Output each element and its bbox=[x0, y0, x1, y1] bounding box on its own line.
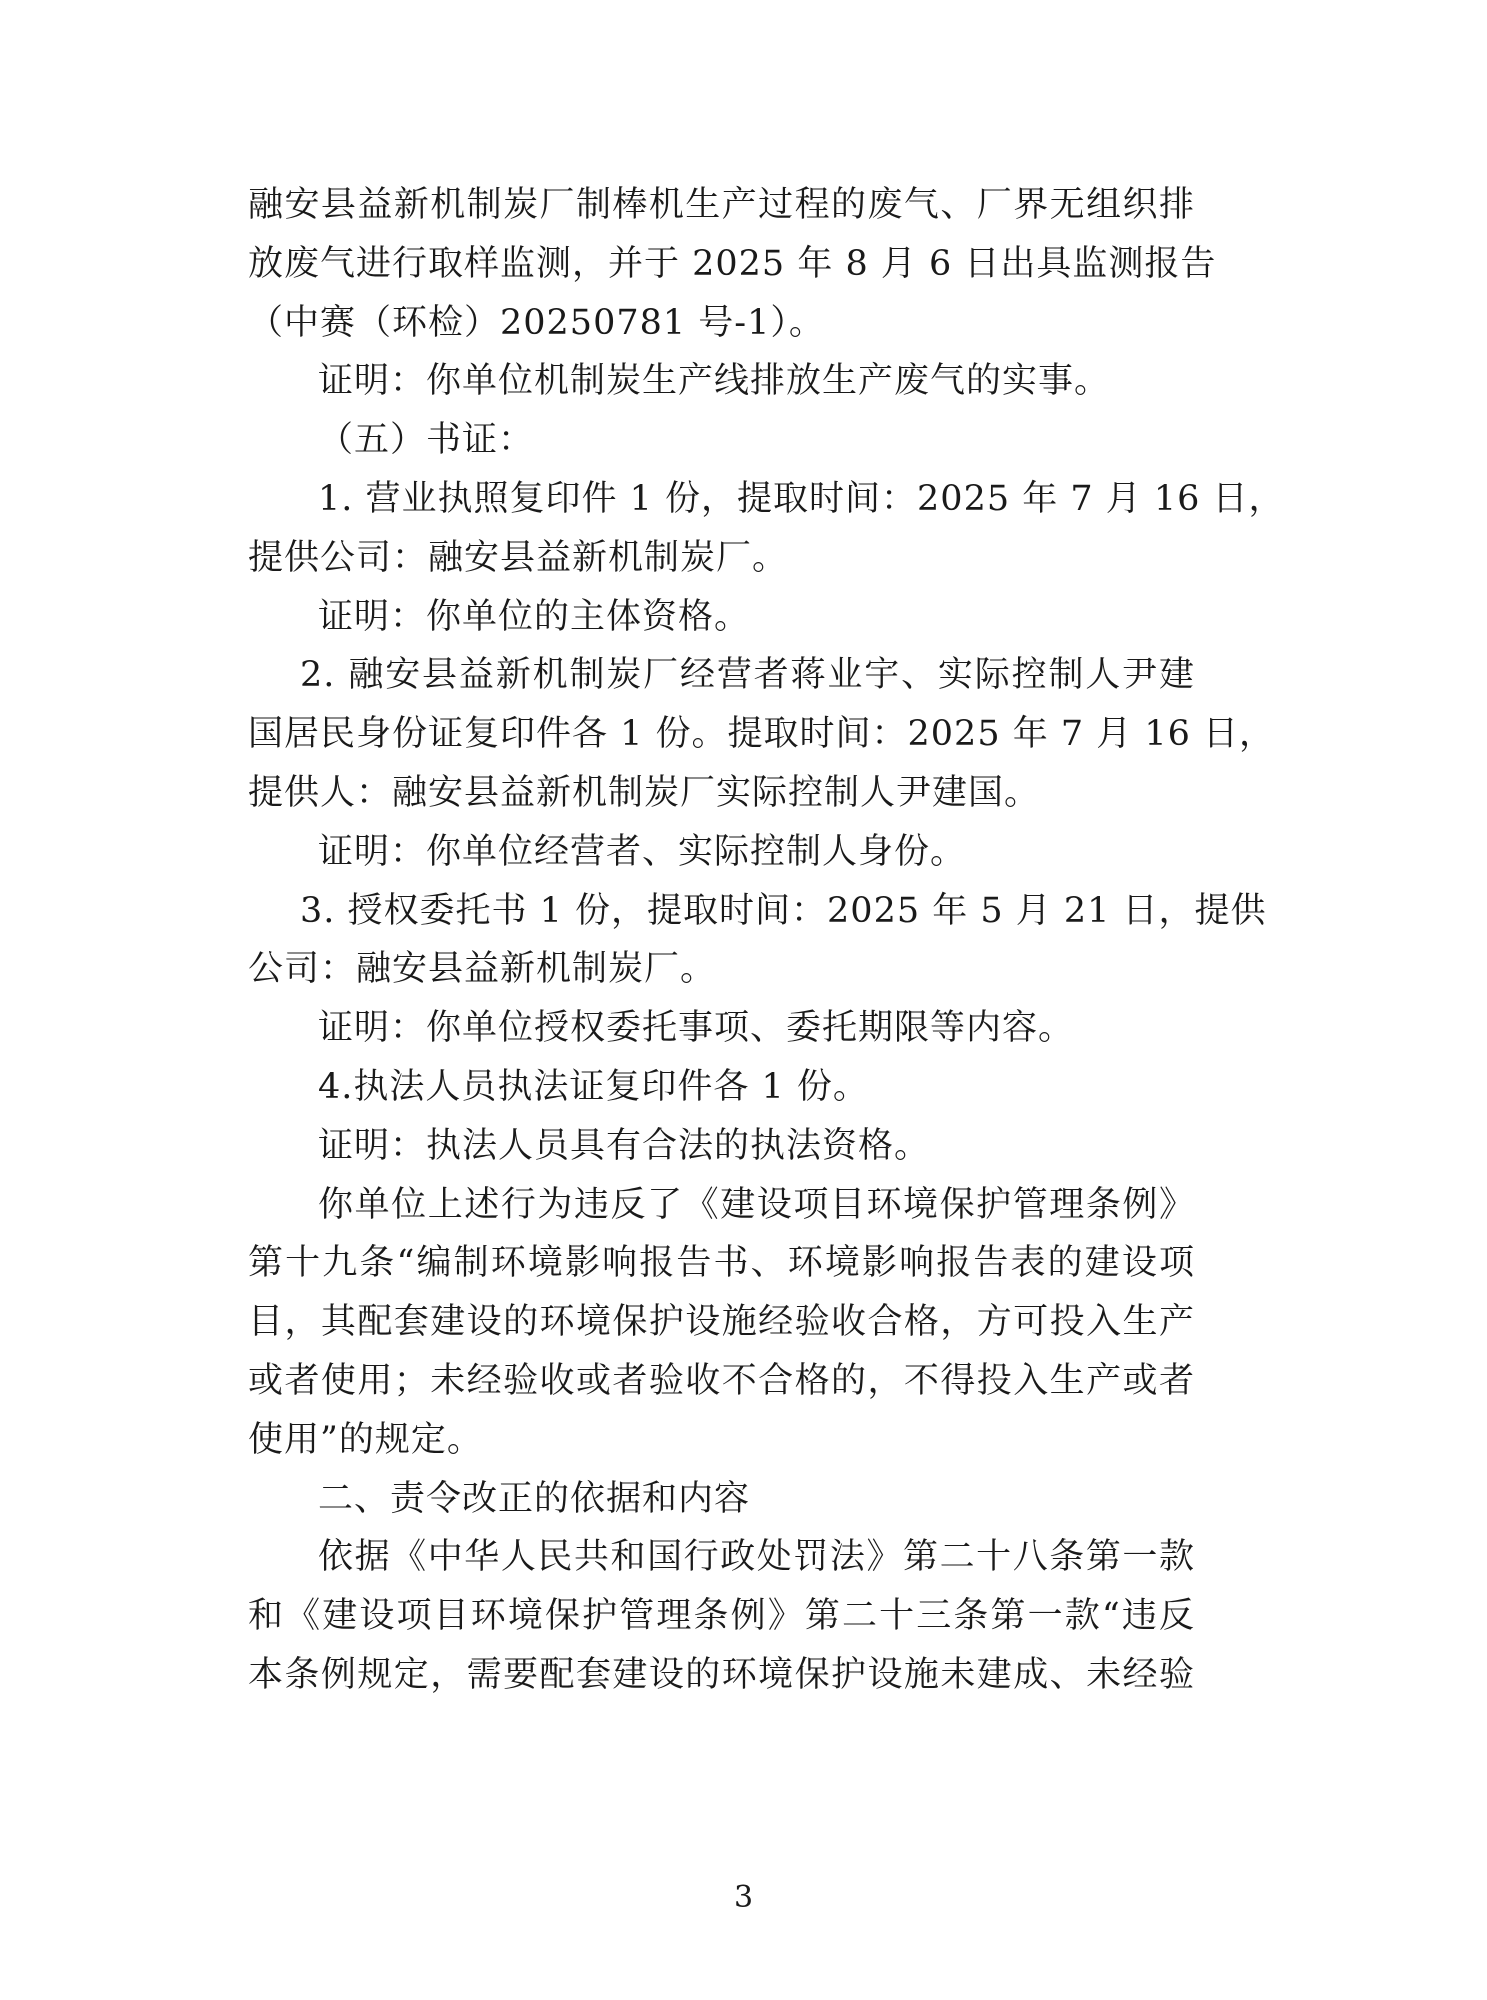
body-line: 提供公司：融安县益新机制炭厂。 bbox=[248, 537, 789, 578]
document-body bbox=[248, 176, 1285, 1705]
proof-line: 证明：你单位授权委托事项、委托期限等内容。 bbox=[318, 1008, 1075, 1049]
body-line: （中赛（环检）20250781 号-1）。 bbox=[248, 302, 825, 343]
body-line: 公司：融安县益新机制炭厂。 bbox=[248, 949, 717, 990]
proof-line: 证明：你单位的主体资格。 bbox=[318, 596, 751, 637]
evidence-item-2: 2. 融安县益新机制炭厂经营者蒋业宇、实际控制人尹建 bbox=[300, 655, 1195, 696]
proof-line: 证明：你单位经营者、实际控制人身份。 bbox=[318, 831, 967, 872]
body-line: 目，其配套建设的环境保护设施经验收合格，方可投入生产 bbox=[248, 1302, 1195, 1343]
violation-paragraph: 你单位上述行为违反了《建设项目环境保护管理条例》 bbox=[318, 1184, 1195, 1225]
body-line: 提供人：融安县益新机制炭厂实际控制人尹建国。 bbox=[248, 772, 1041, 813]
page-number: 3 bbox=[733, 1880, 754, 1915]
body-line: 第十九条“编制环境影响报告书、环境影响报告表的建设项 bbox=[248, 1243, 1195, 1284]
evidence-item-3: 3. 授权委托书 1 份，提取时间：2025 年 5 月 21 日，提供 bbox=[300, 890, 1267, 931]
section-title: 二、责令改正的依据和内容 bbox=[318, 1478, 751, 1519]
body-line: 本条例规定，需要配套建设的环境保护设施未建成、未经验 bbox=[248, 1654, 1195, 1695]
proof-line: 证明：你单位机制炭生产线排放生产废气的实事。 bbox=[318, 361, 1111, 402]
body-line: 和《建设项目环境保护管理条例》第二十三条第一款“违反 bbox=[248, 1596, 1195, 1637]
evidence-item-4: 4.执法人员执法证复印件各 1 份。 bbox=[318, 1066, 869, 1107]
body-line: 国居民身份证复印件各 1 份。提取时间：2025 年 7 月 16 日， bbox=[248, 714, 1276, 755]
body-line: 或者使用；未经验收或者验收不合格的，不得投入生产或者 bbox=[248, 1360, 1195, 1401]
body-line: 放废气进行取样监测，并于 2025 年 8 月 6 日出具监测报告 bbox=[248, 243, 1217, 284]
body-line: 使用”的规定。 bbox=[248, 1419, 483, 1460]
body-line: 融安县益新机制炭厂制棒机生产过程的废气、厂界无组织排 bbox=[248, 185, 1195, 225]
section-heading: （五）书证： bbox=[318, 420, 535, 461]
basis-paragraph: 依据《中华人民共和国行政处罚法》第二十八条第一款 bbox=[318, 1537, 1195, 1578]
proof-line: 证明：执法人员具有合法的执法资格。 bbox=[318, 1125, 931, 1166]
evidence-item-1: 1. 营业执照复印件 1 份，提取时间：2025 年 7 月 16 日， bbox=[318, 478, 1285, 519]
